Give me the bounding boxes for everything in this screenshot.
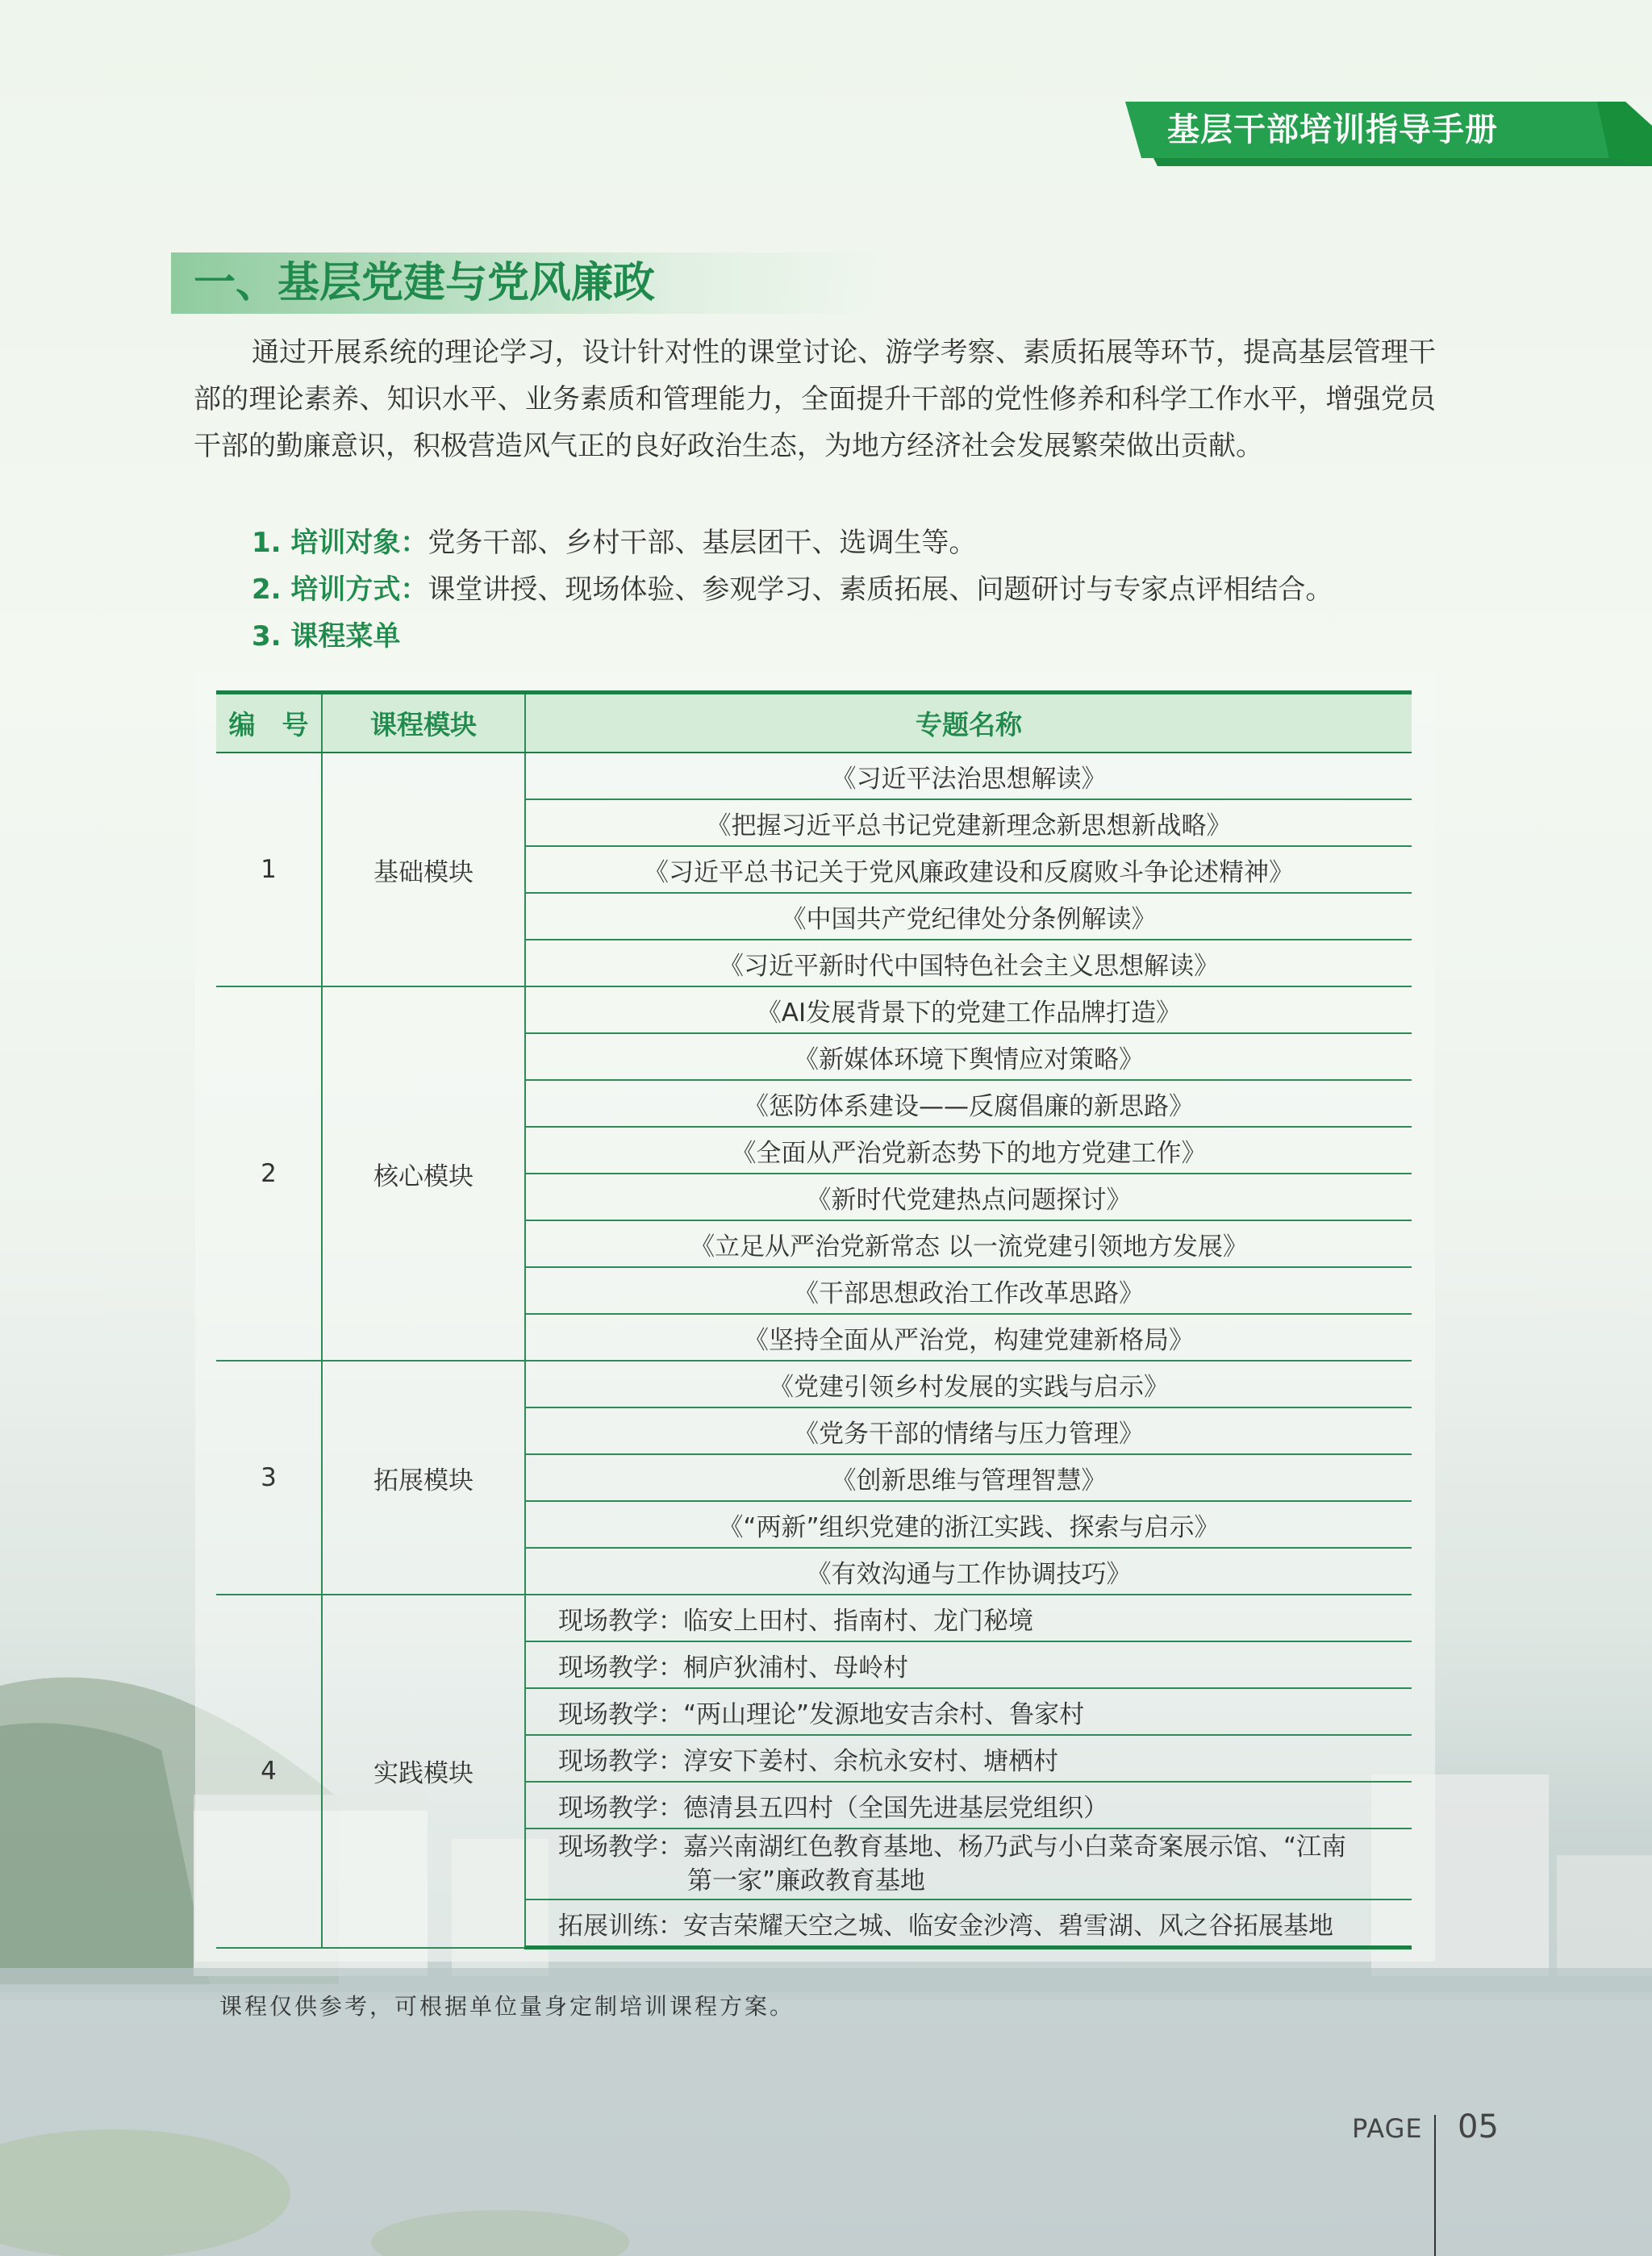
item-text: 党务干部、乡村干部、基层团干、选调生等。 [428,527,977,559]
topic-cell: 《创新思维与管理智慧》 [525,1454,1412,1501]
table-row [216,986,1412,1033]
topic-cell [525,1829,1412,1899]
topic-cell: 现场教学：淳安下姜村、余杭永安村、塘栖村 [525,1735,1412,1782]
topic-cell: 《新媒体环境下舆情应对策略》 [525,1033,1412,1080]
header-number: 编 号 [216,693,322,753]
topic-cell: 《AI发展背景下的党建工作品牌打造》 [525,986,1412,1033]
manual-title: 基层干部培训指导手册 [1167,111,1498,148]
page-number: 05 [1458,2108,1499,2145]
module-number: 4 [216,1595,322,1948]
topic-cell: 《党务干部的情绪与压力管理》 [525,1407,1412,1454]
topic-cell: 《“两新”组织党建的浙江实践、探索与启示》 [525,1501,1412,1548]
topic-cell: 《习近平总书记关于党风廉政建设和反腐败斗争论述精神》 [525,846,1412,893]
topic-cell: 现场教学：“两山理论”发源地安吉余村、鲁家村 [525,1688,1412,1735]
topic-cell: 《中国共产党纪律处分条例解读》 [525,893,1412,940]
header-topic: 专题名称 [525,693,1412,753]
item-label: 3. 课程菜单 [252,620,401,653]
section-title: 一、基层党建与党风廉政 [194,259,656,307]
header-banner [1125,102,1652,166]
topic-cell: 《党建引领乡村发展的实践与启示》 [525,1361,1412,1407]
topic-cell: 现场教学：临安上田村、指南村、龙门秘境 [525,1595,1412,1641]
header-module: 课程模块 [322,693,525,753]
topic-cell: 《习近平新时代中国特色社会主义思想解读》 [525,940,1412,986]
topic-cell: 《习近平法治思想解读》 [525,753,1412,799]
course-menu-table [216,690,1412,1950]
module-number: 3 [216,1361,322,1595]
topic-cell: 《立足从严治党新常态 以一流党建引领地方发展》 [525,1220,1412,1267]
table-row [216,1595,1412,1641]
topic-cell: 现场教学：桐庐狄浦村、母岭村 [525,1641,1412,1688]
item-label: 1. 培训对象： [252,527,428,559]
list-item-menu [252,613,1510,660]
table-row [216,753,1412,799]
module-name: 核心模块 [322,986,525,1361]
topic-cell: 《新时代党建热点问题探讨》 [525,1174,1412,1220]
page-label: PAGE [1352,2113,1423,2144]
list-item-target [252,519,1510,566]
footnote: 课程仅供参考，可根据单位量身定制培训课程方案。 [219,1993,795,2020]
intro-paragraph: 通过开展系统的理论学习，设计针对性的课堂讨论、游学考察、素质拓展等环节，提高基层管理干部的理论素养、知识水平、业务素质和管理能力，全面提升干部的党性修养和科学工作水平，增强党员干部的勤廉意识，积极营造风气正的良好政治生态，为地方经济社会发展繁荣做出贡献。 [194,336,1436,462]
table-row [216,1361,1412,1407]
topic-cell: 《把握习近平总书记党建新理念新思想新战略》 [525,799,1412,846]
item-text: 课堂讲授、现场体验、参观学习、素质拓展、问题研讨与专家点评相结合。 [428,573,1333,606]
topic-line-continued: 第一家”廉政教育基地 [687,1866,926,1895]
topic-cell: 《惩防体系建设——反腐倡廉的新思路》 [525,1080,1412,1127]
module-number: 2 [216,986,322,1361]
training-info-list [252,519,1510,660]
topic-cell: 现场教学：德清县五四村（全国先进基层党组织） [525,1782,1412,1829]
module-number: 1 [216,753,322,986]
topic-cell: 拓展训练：安吉荣耀天空之城、临安金沙湾、碧雪湖、风之谷拓展基地 [525,1899,1412,1948]
topic-cell: 《有效沟通与工作协调技巧》 [525,1548,1412,1595]
module-name: 基础模块 [322,753,525,986]
table-header-row [216,693,1412,753]
topic-line: 现场教学：嘉兴南湖红色教育基地、杨乃武与小白菜奇案展示馆、“江南 [558,1833,1347,1862]
module-name: 实践模块 [322,1595,525,1948]
item-label: 2. 培训方式： [252,573,428,606]
page-divider [1434,2115,1436,2256]
list-item-method [252,566,1510,613]
topic-cell: 《干部思想政治工作改革思路》 [525,1267,1412,1314]
topic-cell: 《全面从严治党新态势下的地方党建工作》 [525,1127,1412,1174]
module-name: 拓展模块 [322,1361,525,1595]
section-heading-bar [171,252,897,314]
topic-cell: 《坚持全面从严治党，构建党建新格局》 [525,1314,1412,1361]
